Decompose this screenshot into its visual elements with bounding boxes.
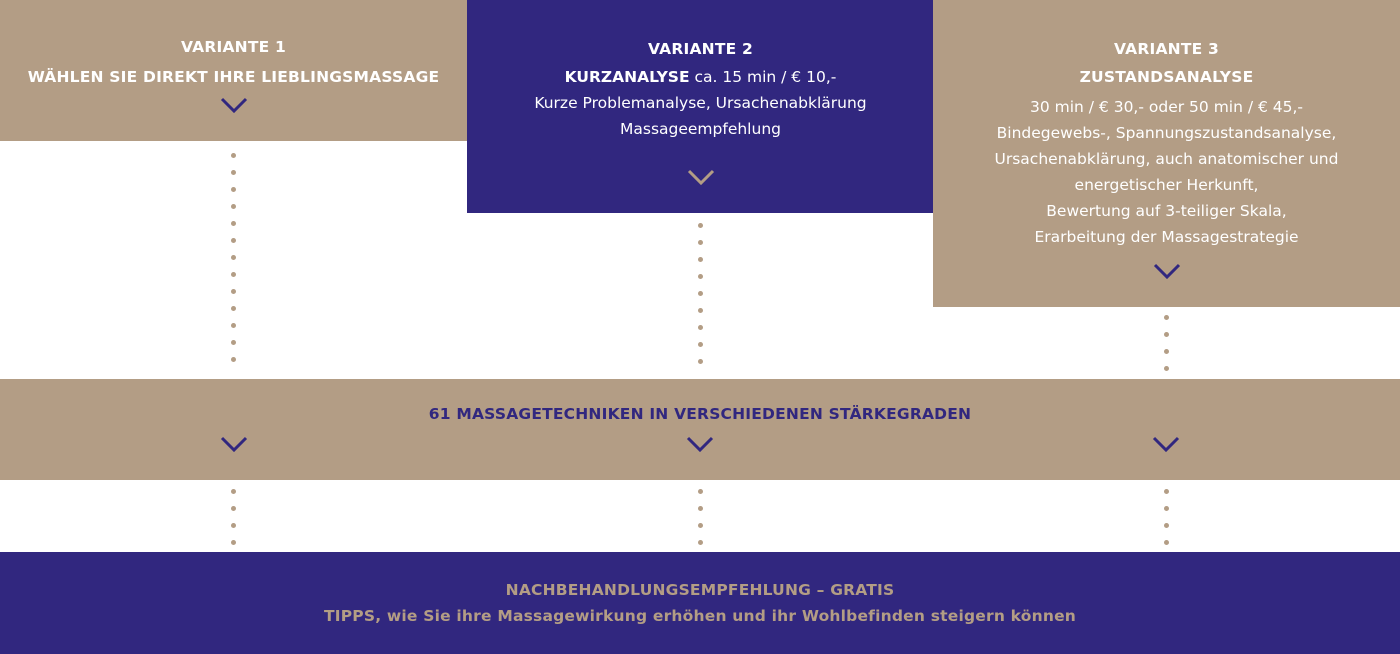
variant-3-subtitle: ZUSTANDSANALYSE xyxy=(1079,68,1254,86)
aftercare-band xyxy=(0,552,1400,654)
dotted-connector xyxy=(1164,489,1168,549)
aftercare-title: NACHBEHANDLUNGSEMPFEHLUNG – GRATIS xyxy=(505,581,895,599)
variant-3-line: Bewertung auf 3-teiliger Skala, xyxy=(1046,202,1287,220)
variant-1-title: VARIANTE 1 xyxy=(181,38,286,56)
aftercare-subtitle: TIPPS, wie Sie ihre Massagewirkung erhöhen und ihr Wohlbefinden steigern können xyxy=(323,607,1077,625)
variant-3-line: Erarbeitung der Massagestrategie xyxy=(1034,228,1299,246)
chevron-down-icon xyxy=(687,169,715,185)
variant-2-line: Massageempfehlung xyxy=(620,120,781,138)
variant-3-title: VARIANTE 3 xyxy=(1114,40,1219,58)
variant-3-line: Ursachenabklärung, auch anatomischer und xyxy=(994,150,1339,168)
variant-1-subtitle: WÄHLEN SIE DIREKT IHRE LIEBLINGSMASSAGE xyxy=(27,68,440,86)
chevron-down-icon xyxy=(220,97,248,113)
variant-2-title: VARIANTE 2 xyxy=(648,40,753,58)
chevron-down-icon xyxy=(220,436,248,452)
chevron-down-icon xyxy=(1152,436,1180,452)
chevron-down-icon xyxy=(1153,263,1181,279)
variant-2-box xyxy=(467,0,934,213)
dotted-connector xyxy=(231,489,235,549)
variant-2-headline-rest: ca. 15 min / € 10,- xyxy=(689,68,837,86)
chevron-down-icon xyxy=(686,436,714,452)
techniques-label: 61 MASSAGETECHNIKEN IN VERSCHIEDENEN STÄRKEGRADEN xyxy=(428,405,972,423)
variant-3-box xyxy=(933,0,1400,307)
variant-3-line: Bindegewebs-, Spannungszustandsanalyse, xyxy=(996,124,1337,142)
variant-2-headline xyxy=(467,64,934,90)
dotted-connector xyxy=(698,489,702,549)
dotted-connector xyxy=(231,153,235,378)
variant-3-line: 30 min / € 30,- oder 50 min / € 45,- xyxy=(1029,98,1304,116)
dotted-connector xyxy=(1164,315,1168,375)
variant-3-line: energetischer Herkunft, xyxy=(1074,176,1259,194)
variant-2-line: Kurze Problemanalyse, Ursachenabklärung xyxy=(534,94,867,112)
variant-2-headline-bold: KURZANALYSE xyxy=(564,68,690,86)
techniques-band xyxy=(0,379,1400,480)
dotted-connector xyxy=(698,223,702,373)
variant-1-box xyxy=(0,0,467,141)
